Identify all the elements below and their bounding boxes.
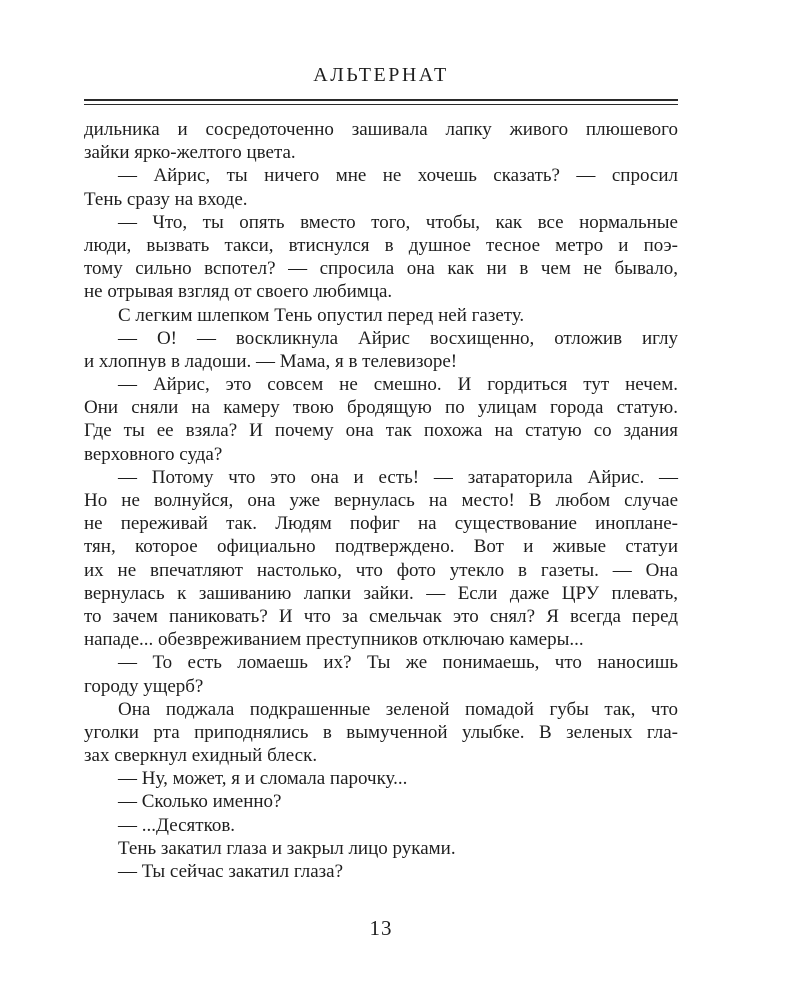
text-line: дильника и сосредоточенно зашивала лапку живого плюшевого (84, 119, 678, 140)
text-line: их не впечатляют настолько, что фото утекло в газеты. — Она (84, 559, 678, 581)
text-line: — О! — воскликнула Айрис восхищенно, отложив иглу (118, 327, 678, 349)
text-line: не переживай так. Людям пофиг на существование инопланe- (84, 513, 678, 535)
running-head-title: АЛЬТЕРНАТ (313, 64, 449, 86)
body-text (84, 118, 678, 883)
text-line: городу ущерб? (84, 675, 204, 697)
text-line: — Ну, может, я и сломала парочку... (118, 768, 408, 790)
page-number: 13 (369, 916, 393, 940)
text-line: Тень сразу на входе. (84, 188, 248, 210)
header-rule-thin (84, 104, 678, 105)
text-line: Но не волнуйся, она уже вернулась на место! В любом случае (84, 490, 678, 511)
text-line: вернулась к зашиванию лапки зайки. — Если даже ЦРУ плевать, (84, 582, 678, 604)
text-line: Где ты ее взяла? И почему она так похожа на статую со здания (84, 420, 678, 442)
text-line: люди, вызвать такси, втиснулся в душное тесное метро и поэ- (84, 234, 678, 256)
text-line: — Что, ты опять вместо того, чтобы, как все нормальные (118, 211, 678, 233)
text-line: тян, которое официально подтверждено. Вот и живые статуи (84, 536, 678, 558)
text-line: верховного суда? (84, 443, 223, 465)
text-line: — Айрис, это совсем не смешно. И гордиться тут нечем. (118, 374, 678, 396)
header-rule-thick (84, 99, 678, 101)
text-line: — Ты сейчас закатил глаза? (118, 861, 344, 882)
text-line: зах сверкнул ехидный блеск. (84, 745, 318, 767)
text-line: нападе... обезвреживанием преступников отключаю камеры... (84, 629, 584, 651)
text-line: — Потому что это она и есть! — затараторила Айрис. — (118, 466, 678, 488)
text-line: — То есть ломаешь их? Ты же понимаешь, что наносишь (118, 652, 678, 674)
text-line: и хлопнув в ладоши. — Мама, я в телевизоре! (84, 350, 458, 372)
text-line: Они сняли на камеру твою бродящую по улицам города статую. (84, 397, 678, 419)
text-line: не отрывая взгляд от своего любимца. (84, 281, 393, 303)
text-line: тому сильно вспотел? — спросила она как ни в чем не бывало, (84, 258, 678, 280)
text-line: — ...Десятков. (118, 814, 236, 836)
text-line: то зачем паниковать? И что за смельчак это снял? Я всегда перед (84, 605, 678, 627)
text-line: зайки ярко-желтого цвета. (84, 142, 296, 164)
text-line: — Сколько именно? (118, 791, 282, 813)
text-line: Она поджала подкрашенные зеленой помадой губы так, что (118, 698, 678, 720)
text-line: Тень закатил глаза и закрыл лицо руками. (118, 837, 456, 859)
text-line: — Айрис, ты ничего мне не хочешь сказать? — спросил (118, 165, 678, 187)
text-line: уголки рта приподнялись в вымученной улыбке. В зеленых гла- (84, 721, 678, 743)
text-line: С легким шлепком Тень опустил перед ней газету. (118, 304, 525, 326)
